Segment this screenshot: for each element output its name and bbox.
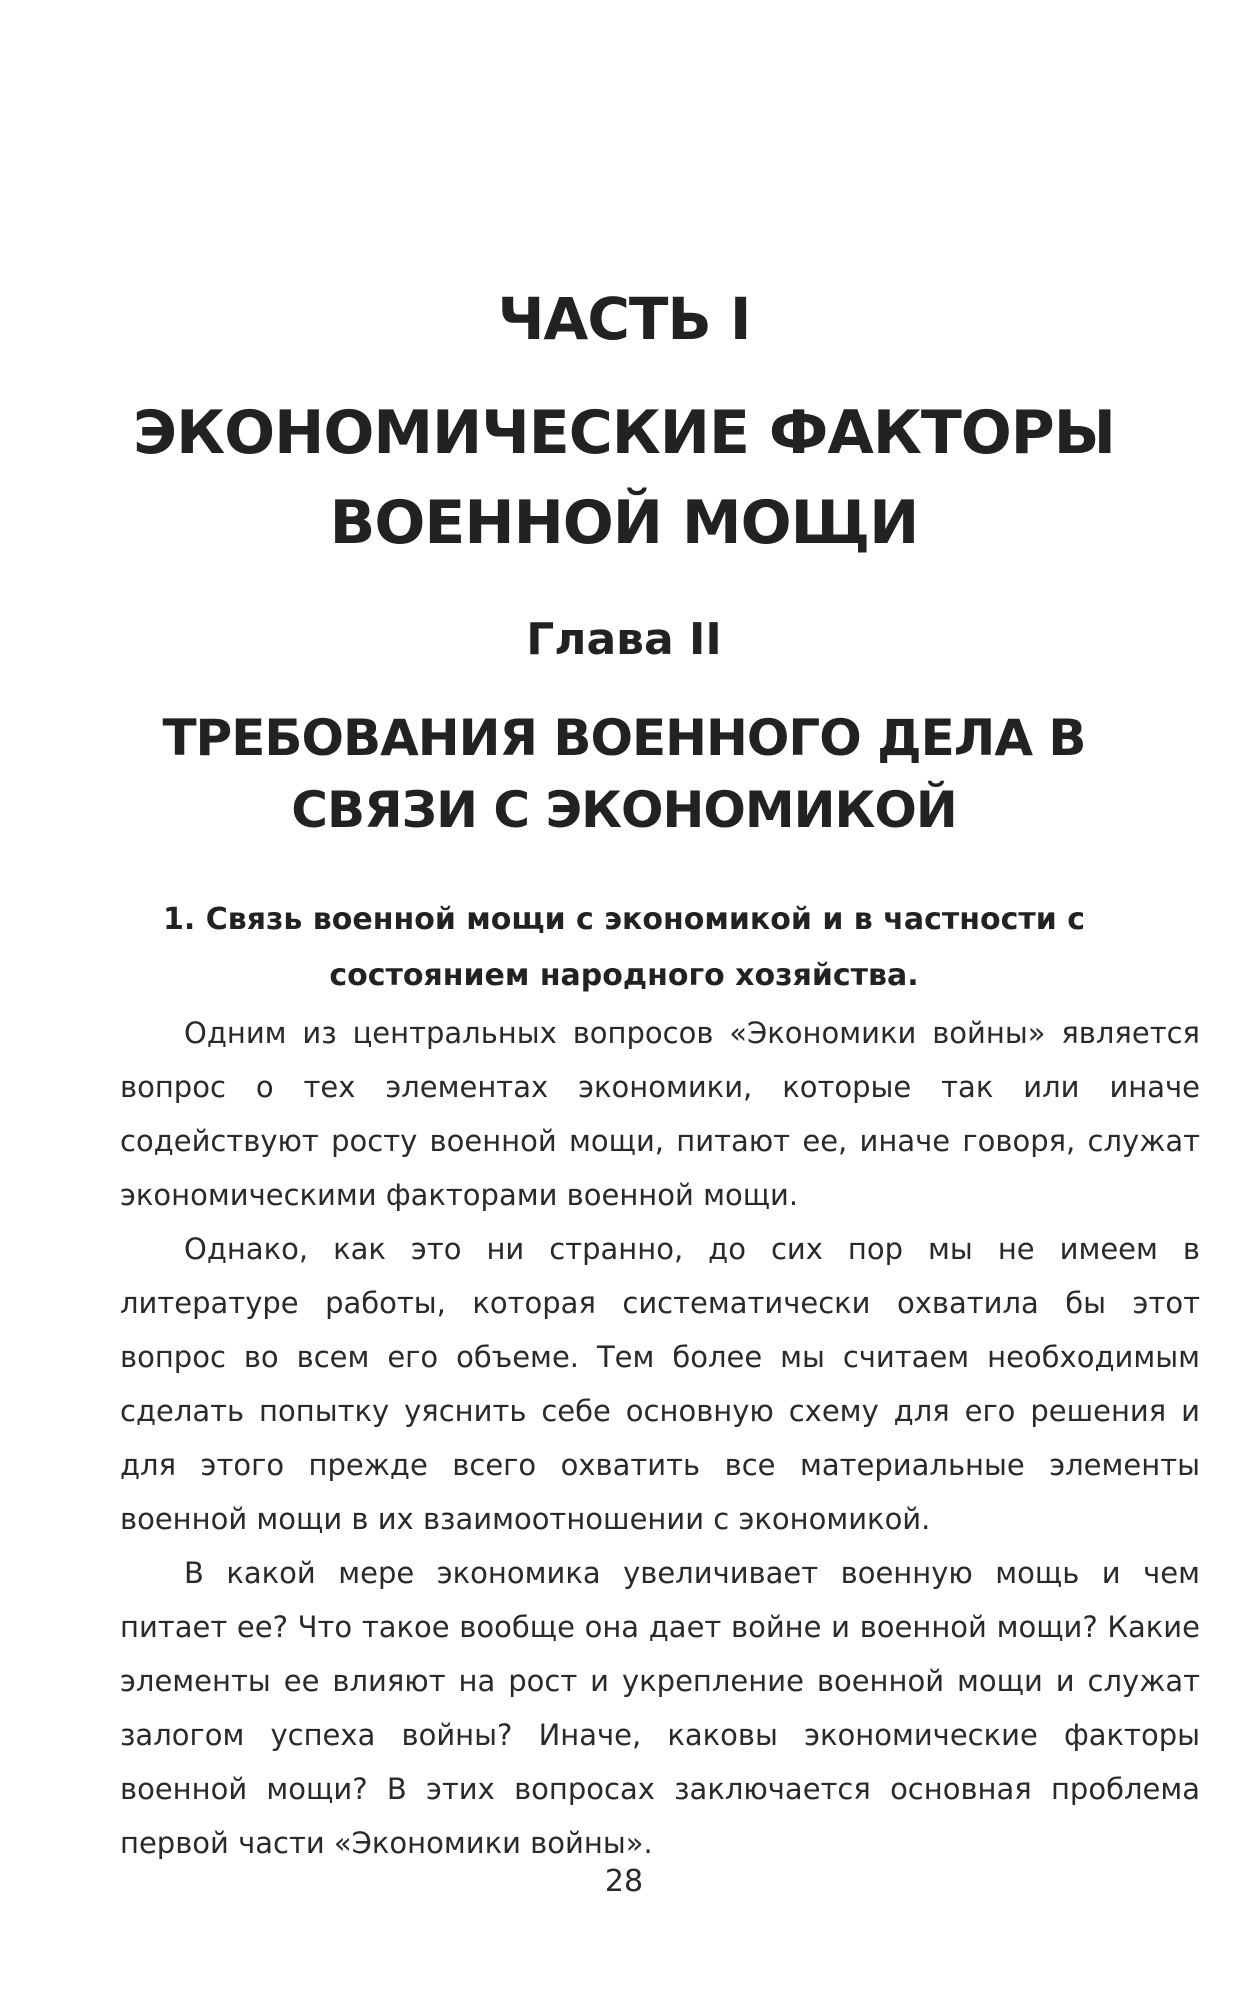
- page-number: 28: [604, 1864, 644, 1899]
- paragraph-3: В какой мере экономика увеличивает военную мощь и чем питает ее? Что такое вообще она дает войне и военной мощи? Какие элементы ее влияют на рост и укрепление военной мощи и служат залогом успеха войны? Иначе, каковы экономические факторы военной мощи? В этих вопросах заключается основная проблема первой части «Экономики войны».: [120, 1556, 1200, 1860]
- part-title: ЭКОНОМИЧЕСКИЕ ФАКТОРЫ ВОЕННОЙ МОЩИ: [133, 398, 1115, 558]
- chapter-title: ТРЕБОВАНИЯ ВОЕННОГО ДЕЛА В СВЯЗИ С ЭКОНОМИКОЙ: [162, 709, 1086, 839]
- chapter-label: Глава II: [526, 614, 722, 665]
- paragraph-1: Одним из центральных вопросов «Экономики войны» является вопрос о тех элементах экономики, которые так или иначе содействуют росту военной мощи, питают ее, иначе говоря, служат экономическими факторами военной мощи.: [120, 1016, 1200, 1212]
- part-label: ЧАСТЬ I: [497, 285, 751, 353]
- body-text: [120, 1006, 1200, 1870]
- section-title: 1. Связь военной мощи с экономикой и в частности с состоянием народного хозяйства.: [162, 902, 1086, 993]
- paragraph-2: Однако, как это ни странно, до сих пор мы не имеем в литературе работы, которая систематически охватила бы этот вопрос во всем его объеме. Тем более мы считаем необходимым сделать попытку уяснить себе основную схему для его решения и для этого прежде всего охватить все материальные элементы военной мощи в их взаимоотношении с экономикой.: [120, 1232, 1200, 1536]
